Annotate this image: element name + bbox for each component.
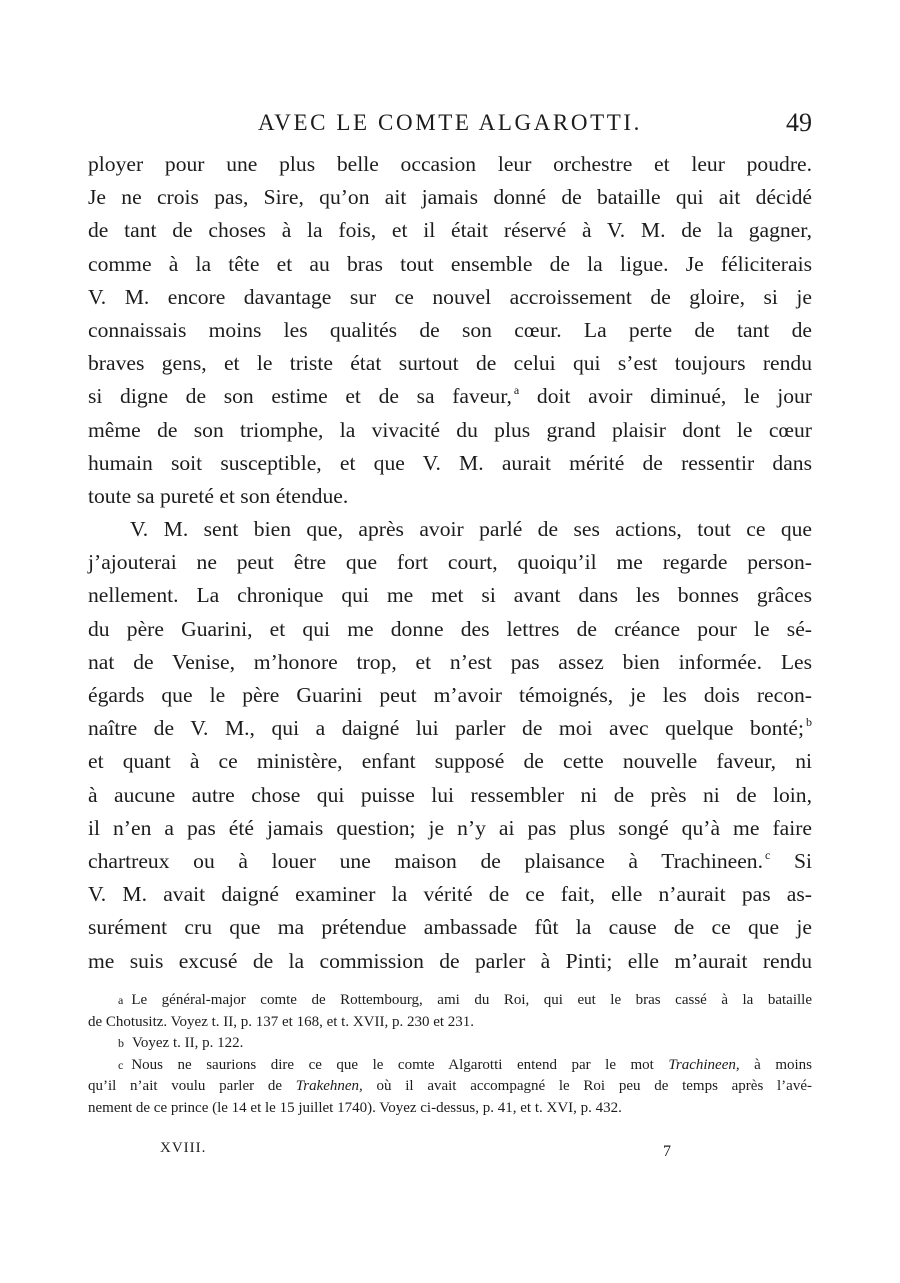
footnote-ref-c[interactable]: c (765, 847, 771, 862)
text-line: ployer pour une plus belle occasion leur orchestre et leur poudre. (88, 152, 812, 176)
page-number: 49 (786, 108, 812, 137)
footnote-text: qu’il n’ait voulu parler de (88, 1078, 296, 1095)
footnote-text: Nous ne saurions dire ce que le comte Algarotti entend par le mot (131, 1056, 669, 1073)
text-line (88, 712, 812, 745)
footnote-b (88, 1033, 812, 1055)
footnote-c-continued (88, 1076, 812, 1098)
running-title: AVEC LE COMTE ALGAROTTI. (258, 110, 642, 135)
text-line: égards que le père Guarini peut m’avoir témoignés, je les dois recon- (88, 683, 812, 707)
footnote-italic-term: Trachineen, (668, 1056, 740, 1073)
running-head (88, 108, 812, 144)
text-line: du père Guarini, et qui me donne des lettres de créance pour le sé- (88, 616, 812, 641)
page-footer (160, 1140, 720, 1166)
text-line: V. M. encore davantage sur ce nouvel accroissement de gloire, si je (88, 284, 812, 309)
footnote-ref-b[interactable]: b (806, 715, 812, 730)
text-line (88, 380, 812, 413)
text-line: même de son triomphe, la vivacité du plus grand plaisir dont le cœur (88, 417, 812, 442)
footnote-a-continued: de Chotusitz. Voyez t. II, p. 137 et 168, et t. XVII, p. 230 et 231. (88, 1013, 475, 1030)
footnote-marker: a (118, 993, 124, 1007)
text-line: à aucune autre chose qui puisse lui ressembler ni de près ni de loin, (88, 782, 812, 807)
text-line: V. M. avait daigné examiner la vérité de ce fait, elle n’aurait pas as- (88, 882, 812, 907)
text-segment: si digne de son estime et de sa faveur, (88, 384, 512, 409)
text-segment: Si (770, 848, 812, 873)
footnote-text: Le général-major comte de Rottembourg, ami du Roi, qui eut le bras cassé à la bataille (131, 992, 812, 1008)
text-line: humain soit susceptible, et que V. M. aurait mérité de ressentir dans (88, 450, 812, 475)
text-line: de tant de choses à la fois, et il était réservé à V. M. de la gagner, (88, 218, 812, 243)
footnotes (88, 990, 812, 1120)
footnote-c (88, 1055, 812, 1077)
footnote-a (88, 990, 812, 1012)
sheet-number: 7 (663, 1143, 671, 1160)
text-line: toute sa pureté et son étendue. (88, 483, 349, 508)
footnote-italic-term: Trakehnen, (295, 1078, 363, 1095)
text-line: connaissais moins les qualités de son cœur. La perte de tant de (88, 317, 812, 342)
footnote-text: à moins (739, 1056, 812, 1073)
footnote-marker: c (118, 1057, 124, 1072)
body-text (88, 148, 812, 978)
text-segment: doit avoir diminué, le jour (519, 384, 812, 409)
text-line: braves gens, et le triste état surtout de celui qui s’est toujours rendu (88, 351, 812, 376)
signature-mark: XVIII. (160, 1140, 207, 1156)
text-segment: chartreux ou à louer une maison de plaisance à Trachineen. (88, 848, 764, 873)
text-line: nellement. La chronique qui me met si avant dans les bonnes grâces (88, 583, 812, 608)
footnote-ref-a[interactable]: a (513, 383, 520, 398)
text-line (88, 845, 812, 878)
text-line: j’ajouterai ne peut être que fort court, quoiqu’il me regarde person- (88, 550, 812, 575)
footnote-c-end: nement de ce prince (le 14 et le 15 juillet 1740). Voyez ci-dessus, p. 41, et t. XVI, p. 432. (88, 1099, 622, 1116)
text-line: V. M. sent bien que, après avoir parlé de ses actions, tout ce que (130, 517, 812, 542)
text-line: nat de Venise, m’honore trop, et n’est pas assez bien informée. Les (88, 649, 812, 674)
text-line: surément cru que ma prétendue ambassade fût la cause de ce que je (88, 915, 812, 940)
text-segment: naître de V. M., qui a daigné lui parler de moi avec quelque bonté; (88, 716, 804, 741)
text-line: il n’en a pas été jamais question; je n’y ai pas plus songé qu’à me faire (88, 815, 812, 840)
footnote-text: où il avait accompagné le Roi peu de temps après l’avé- (362, 1078, 812, 1095)
footnote-marker: b (118, 1036, 124, 1051)
text-line: Je ne crois pas, Sire, qu’on ait jamais donné de bataille qui ait décidé (88, 185, 812, 210)
text-line: et quant à ce ministère, enfant supposé de cette nouvelle faveur, ni (88, 749, 812, 774)
text-line: me suis excusé de la commission de parler à Pinti; elle m’aurait rendu (88, 948, 812, 973)
footnote-text: Voyez t. II, p. 122. (132, 1035, 244, 1052)
text-line: comme à la tête et au bras tout ensemble de la ligue. Je féliciterais (88, 251, 812, 276)
